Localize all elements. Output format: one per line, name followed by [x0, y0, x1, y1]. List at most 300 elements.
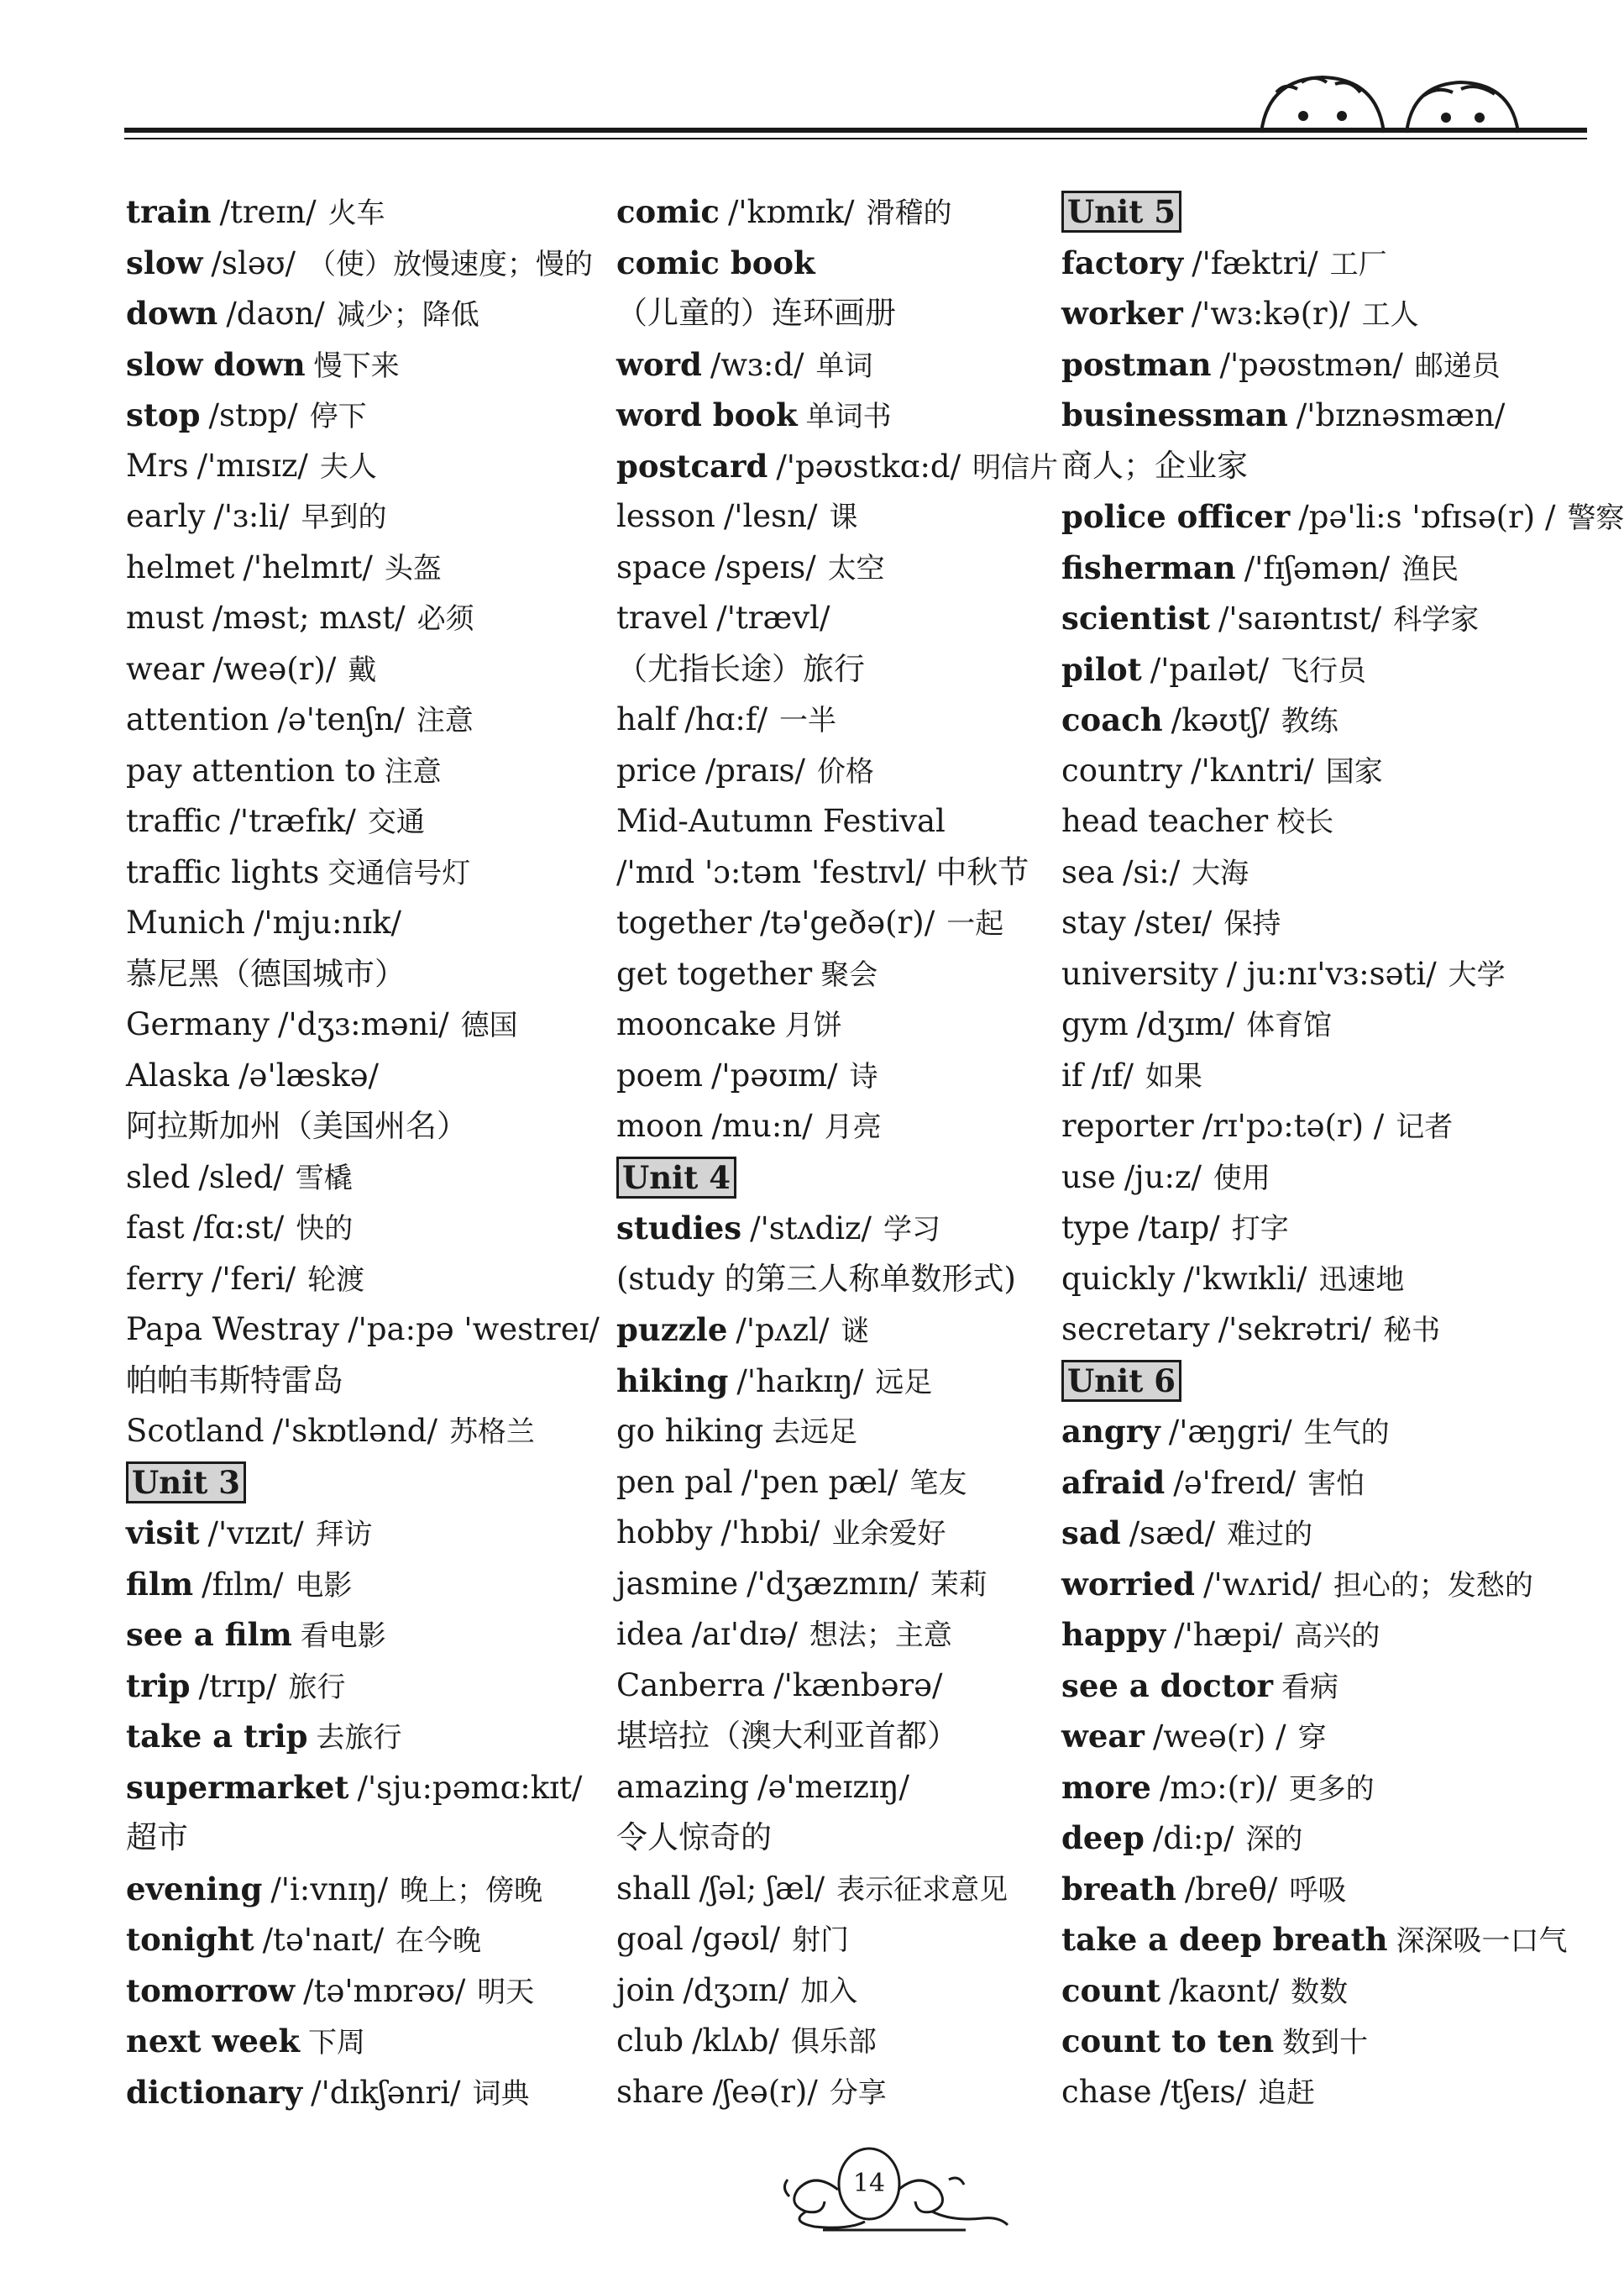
vocab-meaning: 明天	[477, 1975, 535, 2009]
vocab-phonetic: /'hɒbi/	[720, 1514, 820, 1551]
vocab-meaning: 火车	[327, 197, 385, 230]
vocab-entry	[1061, 1559, 1565, 1610]
vocab-phonetic: /'lesn/	[723, 498, 818, 534]
vocab-phonetic: /rɪ'pɔ:tə(r) /	[1202, 1108, 1385, 1144]
continuation-text: 超市	[126, 1819, 188, 1855]
vocab-entry	[616, 491, 1053, 543]
vocab-phonetic: /'dɪkʃənri/	[311, 2074, 461, 2111]
vocab-meaning: 课	[829, 501, 858, 534]
vocab-phonetic: /kaʊnt/	[1169, 1972, 1280, 2009]
vocab-entry	[126, 898, 596, 949]
vocab-entry	[1061, 644, 1565, 695]
vocab-entry	[616, 1661, 1053, 1712]
vocab-word: amazing	[616, 1768, 750, 1805]
vocab-meaning: 单词	[815, 349, 873, 383]
vocab-word: happy	[1061, 1616, 1166, 1653]
vocab-meaning: 科学家	[1393, 603, 1480, 637]
continuation-text: （儿童的）连环画册	[616, 295, 896, 331]
vocab-meaning: 一半	[779, 704, 837, 737]
vocab-entry	[1061, 238, 1565, 289]
vocab-meaning: 工人	[1361, 298, 1419, 332]
vocab-word: must	[126, 600, 204, 636]
vocab-entry	[616, 1406, 1053, 1457]
vocab-phonetic: /mu:n/	[711, 1108, 813, 1144]
vocab-entry	[1061, 1254, 1565, 1305]
vocab-phonetic: /taɪp/	[1138, 1209, 1220, 1246]
vocab-meaning: 呼吸	[1289, 1873, 1347, 1907]
vocab-meaning: 快的	[296, 1212, 354, 1246]
vocab-entry	[1061, 1762, 1565, 1813]
vocab-word: head teacher	[1061, 803, 1269, 839]
vocab-meaning: 滑稽的	[866, 197, 952, 230]
vocab-phonetic: /treɪn/	[219, 194, 317, 230]
vocab-phonetic: /'pəʊɪm/	[710, 1057, 838, 1094]
vocab-meaning: 去远足	[772, 1415, 858, 1449]
vocab-word: helmet	[126, 548, 235, 585]
vocab-phonetic: /ə'læskə/	[238, 1057, 380, 1094]
vocab-meaning: 慢下来	[313, 349, 400, 383]
vocab-meaning: 担心的；发愁的	[1333, 1568, 1533, 1603]
vocab-word: ferry	[126, 1260, 203, 1297]
vocab-entry	[1061, 1152, 1565, 1204]
continuation-text: 商人；企业家	[1061, 447, 1248, 484]
vocab-meaning: 电影	[295, 1568, 353, 1603]
vocab-word: slow down	[126, 345, 306, 383]
vocab-meaning: 拜访	[315, 1518, 373, 1551]
vocab-entry	[616, 2016, 1053, 2067]
vocab-entry	[616, 1051, 1053, 1102]
vocab-word: Mrs	[126, 447, 189, 484]
header-rule-thin	[124, 138, 1587, 139]
vocab-phonetic: /'mju:nɪk/	[253, 905, 401, 941]
vocab-word: see a film	[126, 1616, 292, 1653]
vocab-entry	[126, 1254, 596, 1305]
unit-heading-row	[616, 1152, 1053, 1204]
continuation-text: 帕帕韦斯特雷岛	[126, 1362, 343, 1398]
vocab-phonetic: /'pəʊstkɑ:d/	[776, 448, 961, 485]
vocab-meaning: 谜	[841, 1314, 870, 1348]
vocab-entry	[1061, 1406, 1565, 1457]
vocab-phonetic: /'stʌdiz/	[750, 1210, 872, 1246]
vocab-meaning: 远足	[875, 1365, 933, 1399]
vocab-word: trip	[126, 1666, 191, 1704]
vocab-entry	[1061, 1609, 1565, 1661]
vocab-entry	[126, 1711, 596, 1762]
vocab-entry	[1061, 1711, 1565, 1762]
vocab-word: use	[1061, 1158, 1116, 1195]
vocab-meaning: 使用	[1213, 1161, 1270, 1195]
vocab-word: Canberra	[616, 1666, 766, 1703]
vocab-phonetic: /'bɪznəsmæn/	[1296, 397, 1506, 433]
vocab-phonetic: /dʒɪm/	[1136, 1006, 1235, 1042]
continuation-text: 阿拉斯加州（美国州名）	[126, 1108, 468, 1144]
vocab-meaning: 交通	[367, 805, 425, 839]
vocab-word: Alaska	[126, 1057, 231, 1094]
vocab-phonetic: /'dʒæzmɪn/	[747, 1565, 919, 1602]
vocab-phonetic: /weə(r)/	[212, 650, 337, 687]
unit-heading: Unit 3	[126, 1461, 246, 1503]
vocab-meaning: 秘书	[1383, 1314, 1441, 1347]
vocab-entry	[126, 1864, 596, 1915]
vocab-entry	[616, 1609, 1053, 1661]
vocab-meaning: 分享	[829, 2075, 887, 2110]
vocab-phonetic: /'trævl/	[716, 600, 830, 636]
unit-heading-row	[1061, 1356, 1565, 1407]
vocab-word: idea	[616, 1616, 684, 1652]
vocab-meaning: 明信片	[972, 450, 1059, 485]
vocab-word: Mid-Autumn Festival	[616, 803, 946, 839]
vocab-phonetic: /'pen pæl/	[741, 1463, 898, 1500]
vocab-phonetic: /mɔ:(r)/	[1159, 1769, 1277, 1806]
vocab-word: sad	[1061, 1514, 1121, 1551]
vocab-word: wear	[1061, 1718, 1145, 1755]
vocab-word: studies	[616, 1209, 742, 1246]
vocab-entry	[616, 1356, 1053, 1407]
vocab-meaning: 注意	[384, 754, 442, 789]
vocab-phonetic: /daʊn/	[226, 296, 325, 332]
vocab-meaning: 保持	[1223, 907, 1281, 941]
vocab-entry	[126, 288, 596, 339]
vocab-meaning: 更多的	[1288, 1771, 1375, 1806]
vocab-entry	[126, 491, 596, 543]
vocab-word: shall	[616, 1870, 691, 1907]
vocab-word: get together	[616, 955, 813, 992]
vocab-entry	[1061, 1457, 1565, 1509]
vocab-word: traffic	[126, 803, 222, 839]
vocab-entry	[126, 186, 596, 238]
vocab-phonetic: /ʃeə(r)/	[712, 2073, 818, 2110]
vocab-word: deep	[1061, 1819, 1145, 1856]
vocab-word: count	[1061, 1971, 1161, 2009]
vocab-phonetic: /'kænbərə/	[773, 1666, 943, 1703]
vocab-phonetic: /pə'li:s 'ɒfɪsə(r) /	[1298, 499, 1556, 535]
vocab-entry	[1061, 543, 1565, 594]
vocab-phonetic: /fɪlm/	[202, 1566, 284, 1603]
vocab-meaning: 高兴的	[1294, 1619, 1380, 1653]
vocab-entry	[126, 1609, 596, 1661]
vocab-word: together	[616, 905, 752, 941]
vocab-word: down	[126, 295, 218, 332]
vocab-meaning: 深深吸一口气	[1396, 1924, 1568, 1958]
column-3	[1061, 186, 1624, 2117]
vocab-word: puzzle	[616, 1311, 728, 1348]
vocab-entry	[616, 390, 1053, 441]
vocab-meaning: 数数	[1291, 1975, 1349, 2009]
vocab-word: next week	[126, 2023, 301, 2060]
vocab-word: take a deep breath	[1061, 1921, 1388, 1958]
vocab-meaning: 下周	[308, 2026, 366, 2060]
continuation-line	[616, 644, 1053, 695]
vocab-entry	[1061, 390, 1565, 441]
vocab-meaning: 夫人	[319, 449, 377, 484]
vocab-word: type	[1061, 1209, 1130, 1246]
vocab-entry	[616, 1101, 1053, 1152]
vocab-entry	[1061, 1304, 1565, 1356]
vocab-word: sea	[1061, 853, 1114, 890]
vocab-meaning: 邮递员	[1414, 349, 1501, 383]
vocab-entry	[126, 695, 596, 746]
vocab-word: Scotland	[126, 1413, 265, 1449]
column-2	[616, 186, 1059, 2117]
vocab-phonetic: /tə'naɪt/	[262, 1922, 385, 1958]
vocab-phonetic: /tə'mɒrəʊ/	[303, 1972, 466, 2009]
vocab-entry	[616, 441, 1059, 492]
vocab-entry	[616, 593, 1053, 644]
vocab-word: reporter	[1061, 1108, 1194, 1144]
vocab-phonetic: /ə'tenʃn/	[277, 701, 405, 737]
vocab-meaning: 太空	[827, 551, 885, 585]
vocab-word: gym	[1061, 1006, 1129, 1042]
vocab-meaning: 迅速地	[1318, 1262, 1405, 1297]
vocab-word: worried	[1061, 1565, 1195, 1603]
vocab-phonetic: /'dʒɜ:məni/	[278, 1006, 449, 1042]
vocab-meaning: 射门	[792, 1923, 850, 1957]
vocab-entry	[616, 1559, 1053, 1610]
vocab-word: stop	[126, 396, 201, 433]
vocab-word: early	[126, 498, 206, 534]
vocab-entry	[1061, 847, 1565, 899]
vocab-phonetic: /'kwɪkli/	[1183, 1260, 1307, 1297]
vocab-phonetic: /tə'geðə(r)/	[760, 905, 935, 941]
vocab-meaning: 俱乐部	[790, 2025, 877, 2059]
vocab-meaning: 表示征求意见	[836, 1872, 1008, 1907]
vocab-entry	[1061, 491, 1624, 543]
vocab-word: Germany	[126, 1006, 270, 1042]
vocab-word: film	[126, 1565, 194, 1603]
vocab-meaning: 早到的	[301, 501, 387, 534]
vocab-phonetic: /praɪs/	[705, 752, 806, 789]
vocab-word: secretary	[1061, 1311, 1210, 1347]
vocab-word: wear	[126, 650, 205, 687]
vocab-entry	[1061, 1508, 1565, 1559]
vocab-phonetic: /klʌb/	[692, 2023, 779, 2059]
vocab-meaning: 词典	[472, 2076, 530, 2111]
vocab-meaning: 难过的	[1227, 1518, 1313, 1551]
vocab-entry	[616, 339, 1053, 391]
vocab-meaning: 学习	[883, 1213, 940, 1246]
vocab-phonetic: /ɪf/	[1091, 1057, 1134, 1094]
unit-heading: Unit 5	[1061, 191, 1181, 233]
vocab-entry	[616, 796, 1053, 847]
vocab-entry	[126, 1914, 596, 1965]
vocab-phonetic: /ə'meɪzɪŋ/	[757, 1768, 910, 1805]
vocab-entry	[616, 2067, 1053, 2118]
vocab-word: count to ten	[1061, 2023, 1275, 2060]
vocab-word: country	[1061, 752, 1183, 789]
vocab-phonetic: /'skɒtlənd/	[272, 1413, 437, 1449]
vocab-word: more	[1061, 1768, 1151, 1806]
vocab-phonetic: /fɑ:st/	[192, 1209, 285, 1246]
vocab-entry	[1061, 1661, 1565, 1712]
vocab-meaning: 大学	[1448, 958, 1506, 992]
vocab-phonetic: /məst; mʌst/	[212, 600, 406, 636]
vocab-entry	[1061, 1864, 1565, 1915]
vocab-meaning: 在今晚	[396, 1924, 482, 1958]
continuation-line	[1061, 441, 1565, 492]
vocab-word: comic book	[616, 244, 815, 281]
vocab-phonetic: /ju:z/	[1124, 1158, 1202, 1195]
continuation-line	[616, 1254, 1053, 1305]
continuation-line	[126, 949, 596, 1000]
vocab-entry	[616, 543, 1053, 594]
vocab-entry	[126, 796, 596, 847]
vocab-entry	[616, 1914, 1053, 1965]
vocab-meaning: 注意	[416, 704, 474, 737]
vocab-word: word book	[616, 396, 798, 433]
vocab-phonetic: /'æŋgri/	[1168, 1414, 1292, 1450]
vocab-phonetic: /hɑ:f/	[684, 701, 768, 737]
vocab-meaning: 加入	[800, 1974, 858, 2008]
continuation-text: （尤指长途）旅行	[616, 650, 865, 687]
vocab-word: pilot	[1061, 650, 1142, 688]
vocab-entry	[1061, 1914, 1568, 1965]
vocab-entry	[616, 746, 1053, 797]
vocab-meaning: 头盔	[384, 551, 442, 585]
vocab-entry	[126, 847, 596, 899]
vocab-word: Papa Westray	[126, 1311, 340, 1347]
unit-heading-row	[1061, 186, 1565, 238]
vocab-entry	[126, 543, 596, 594]
vocab-entry	[126, 746, 596, 797]
vocab-entry	[126, 593, 596, 644]
vocab-word: evening	[126, 1870, 263, 1907]
vocab-entry	[126, 1965, 596, 2017]
vocab-entry	[126, 339, 596, 391]
vocab-entry	[1061, 1051, 1565, 1102]
vocab-word: comic	[616, 193, 720, 230]
vocab-meaning: 价格	[817, 754, 875, 789]
vocab-phonetic: /stɒp/	[208, 397, 298, 433]
vocab-phonetic: /sled/	[198, 1158, 284, 1195]
vocab-word: quickly	[1061, 1260, 1176, 1297]
vocab-phonetic: /trɪp/	[198, 1667, 277, 1704]
vocab-word: coach	[1061, 701, 1163, 738]
vocab-entry	[126, 1203, 596, 1254]
vocab-word: hobby	[616, 1514, 713, 1551]
vocab-meaning: 去旅行	[316, 1721, 402, 1755]
vocab-meaning: 单词书	[805, 400, 892, 433]
vocab-phonetic: /'kɒmɪk/	[727, 194, 855, 230]
continuation-text: 慕尼黑（德国城市）	[126, 955, 406, 992]
vocab-word: Munich	[126, 905, 245, 941]
continuation-text: /'mɪd 'ɔ:təm 'festɪvl/ 中秋节	[616, 853, 1029, 890]
vocab-entry	[1061, 1101, 1565, 1152]
vocab-word: go hiking	[616, 1413, 764, 1449]
vocab-word: space	[616, 548, 707, 585]
vocab-meaning: 数到十	[1282, 2026, 1369, 2060]
vocab-entry	[1061, 2067, 1565, 2118]
vocab-meaning: 如果	[1145, 1059, 1202, 1094]
vocab-entry	[126, 1051, 596, 1102]
vocab-entry	[126, 2067, 596, 2118]
vocab-phonetic: /ʃəl; ʃæl/	[699, 1870, 825, 1907]
vocab-phonetic: /'fɪʃəmən/	[1244, 549, 1391, 586]
header-rule	[124, 128, 1587, 133]
vocab-word: afraid	[1061, 1463, 1166, 1501]
vocab-word: university	[1061, 955, 1218, 992]
vocab-word: moon	[616, 1108, 704, 1144]
vocab-entry	[616, 238, 1053, 289]
vocab-word: visit	[126, 1514, 200, 1551]
vocab-word: mooncake	[616, 1006, 777, 1042]
vocab-word: club	[616, 2023, 684, 2059]
vocab-entry	[616, 1203, 1053, 1254]
continuation-line	[616, 288, 1053, 339]
vocab-word: see a doctor	[1061, 1666, 1273, 1704]
vocab-phonetic: /'feri/	[211, 1260, 296, 1297]
unit-heading: Unit 6	[1061, 1360, 1181, 1402]
vocab-word: price	[616, 752, 697, 789]
vocab-phonetic: /steɪ/	[1134, 905, 1213, 941]
vocab-word: fast	[126, 1209, 185, 1246]
vocab-meaning: 旅行	[288, 1670, 346, 1704]
vocab-meaning: 校长	[1276, 805, 1334, 839]
continuation-line	[616, 1711, 1053, 1762]
column-1	[126, 186, 600, 2117]
unit-heading: Unit 4	[616, 1157, 736, 1199]
vocab-word: police officer	[1061, 498, 1291, 535]
vocab-phonetic: /ə'freɪd/	[1173, 1464, 1297, 1501]
vocab-meaning: 生气的	[1303, 1416, 1390, 1450]
vocab-phonetic: /'kʌntri/	[1191, 752, 1314, 789]
vocab-phonetic: / ju:nɪ'vɜ:səti/	[1226, 955, 1437, 992]
vocab-meaning: 笔友	[909, 1466, 967, 1500]
vocab-phonetic: /'træfɪk/	[229, 803, 356, 839]
vocab-entry	[616, 1000, 1053, 1051]
vocab-word: breath	[1061, 1870, 1176, 1907]
vocab-word: factory	[1061, 244, 1184, 281]
vocab-meaning: 大海	[1192, 856, 1249, 890]
continuation-text: (study 的第三人称单数形式)	[616, 1260, 1016, 1297]
vocab-entry	[126, 390, 596, 441]
vocab-word: travel	[616, 600, 709, 636]
vocab-meaning: 追赶	[1258, 2075, 1316, 2110]
vocab-entry	[126, 1661, 596, 1712]
vocab-phonetic: /'helmɪt/	[243, 548, 373, 585]
vocab-word: take a trip	[126, 1718, 308, 1755]
vocab-word: businessman	[1061, 396, 1288, 433]
vocab-meaning: 渔民	[1401, 552, 1459, 586]
vocab-phonetic: /sæd/	[1129, 1515, 1216, 1551]
vocab-entry	[1061, 695, 1565, 746]
vocab-entry	[1061, 2016, 1565, 2067]
vocab-meaning: 诗	[849, 1059, 878, 1094]
vocab-word: word	[616, 345, 702, 383]
vocab-meaning: 晚上；傍晚	[400, 1873, 543, 1907]
vocab-word: postcard	[616, 447, 768, 485]
vocab-word: attention	[126, 701, 270, 737]
vocab-entry	[616, 1762, 1053, 1813]
vocab-word: half	[616, 701, 677, 737]
vocab-entry	[126, 1762, 596, 1813]
vocab-word: chase	[1061, 2073, 1152, 2110]
vocab-phonetic: /'sju:pəmɑ:kɪt/	[357, 1769, 583, 1806]
vocab-meaning: 飞行员	[1281, 653, 1367, 688]
vocab-entry	[1061, 796, 1565, 847]
vocab-word: pay attention to	[126, 752, 376, 789]
vocab-entry	[126, 1152, 596, 1204]
vocab-entry	[616, 695, 1053, 746]
vocab-word: if	[1061, 1057, 1083, 1094]
vocab-entry	[126, 644, 596, 695]
vocab-entry	[126, 1559, 596, 1610]
vocab-word: scientist	[1061, 600, 1210, 637]
vocab-phonetic: /'sekrətri/	[1218, 1311, 1372, 1347]
vocab-meaning: 减少；降低	[336, 298, 479, 332]
vocab-phonetic: /'paɪlət/	[1150, 651, 1270, 688]
vocab-word: train	[126, 193, 212, 230]
vocab-phonetic: /si:/	[1122, 853, 1181, 890]
